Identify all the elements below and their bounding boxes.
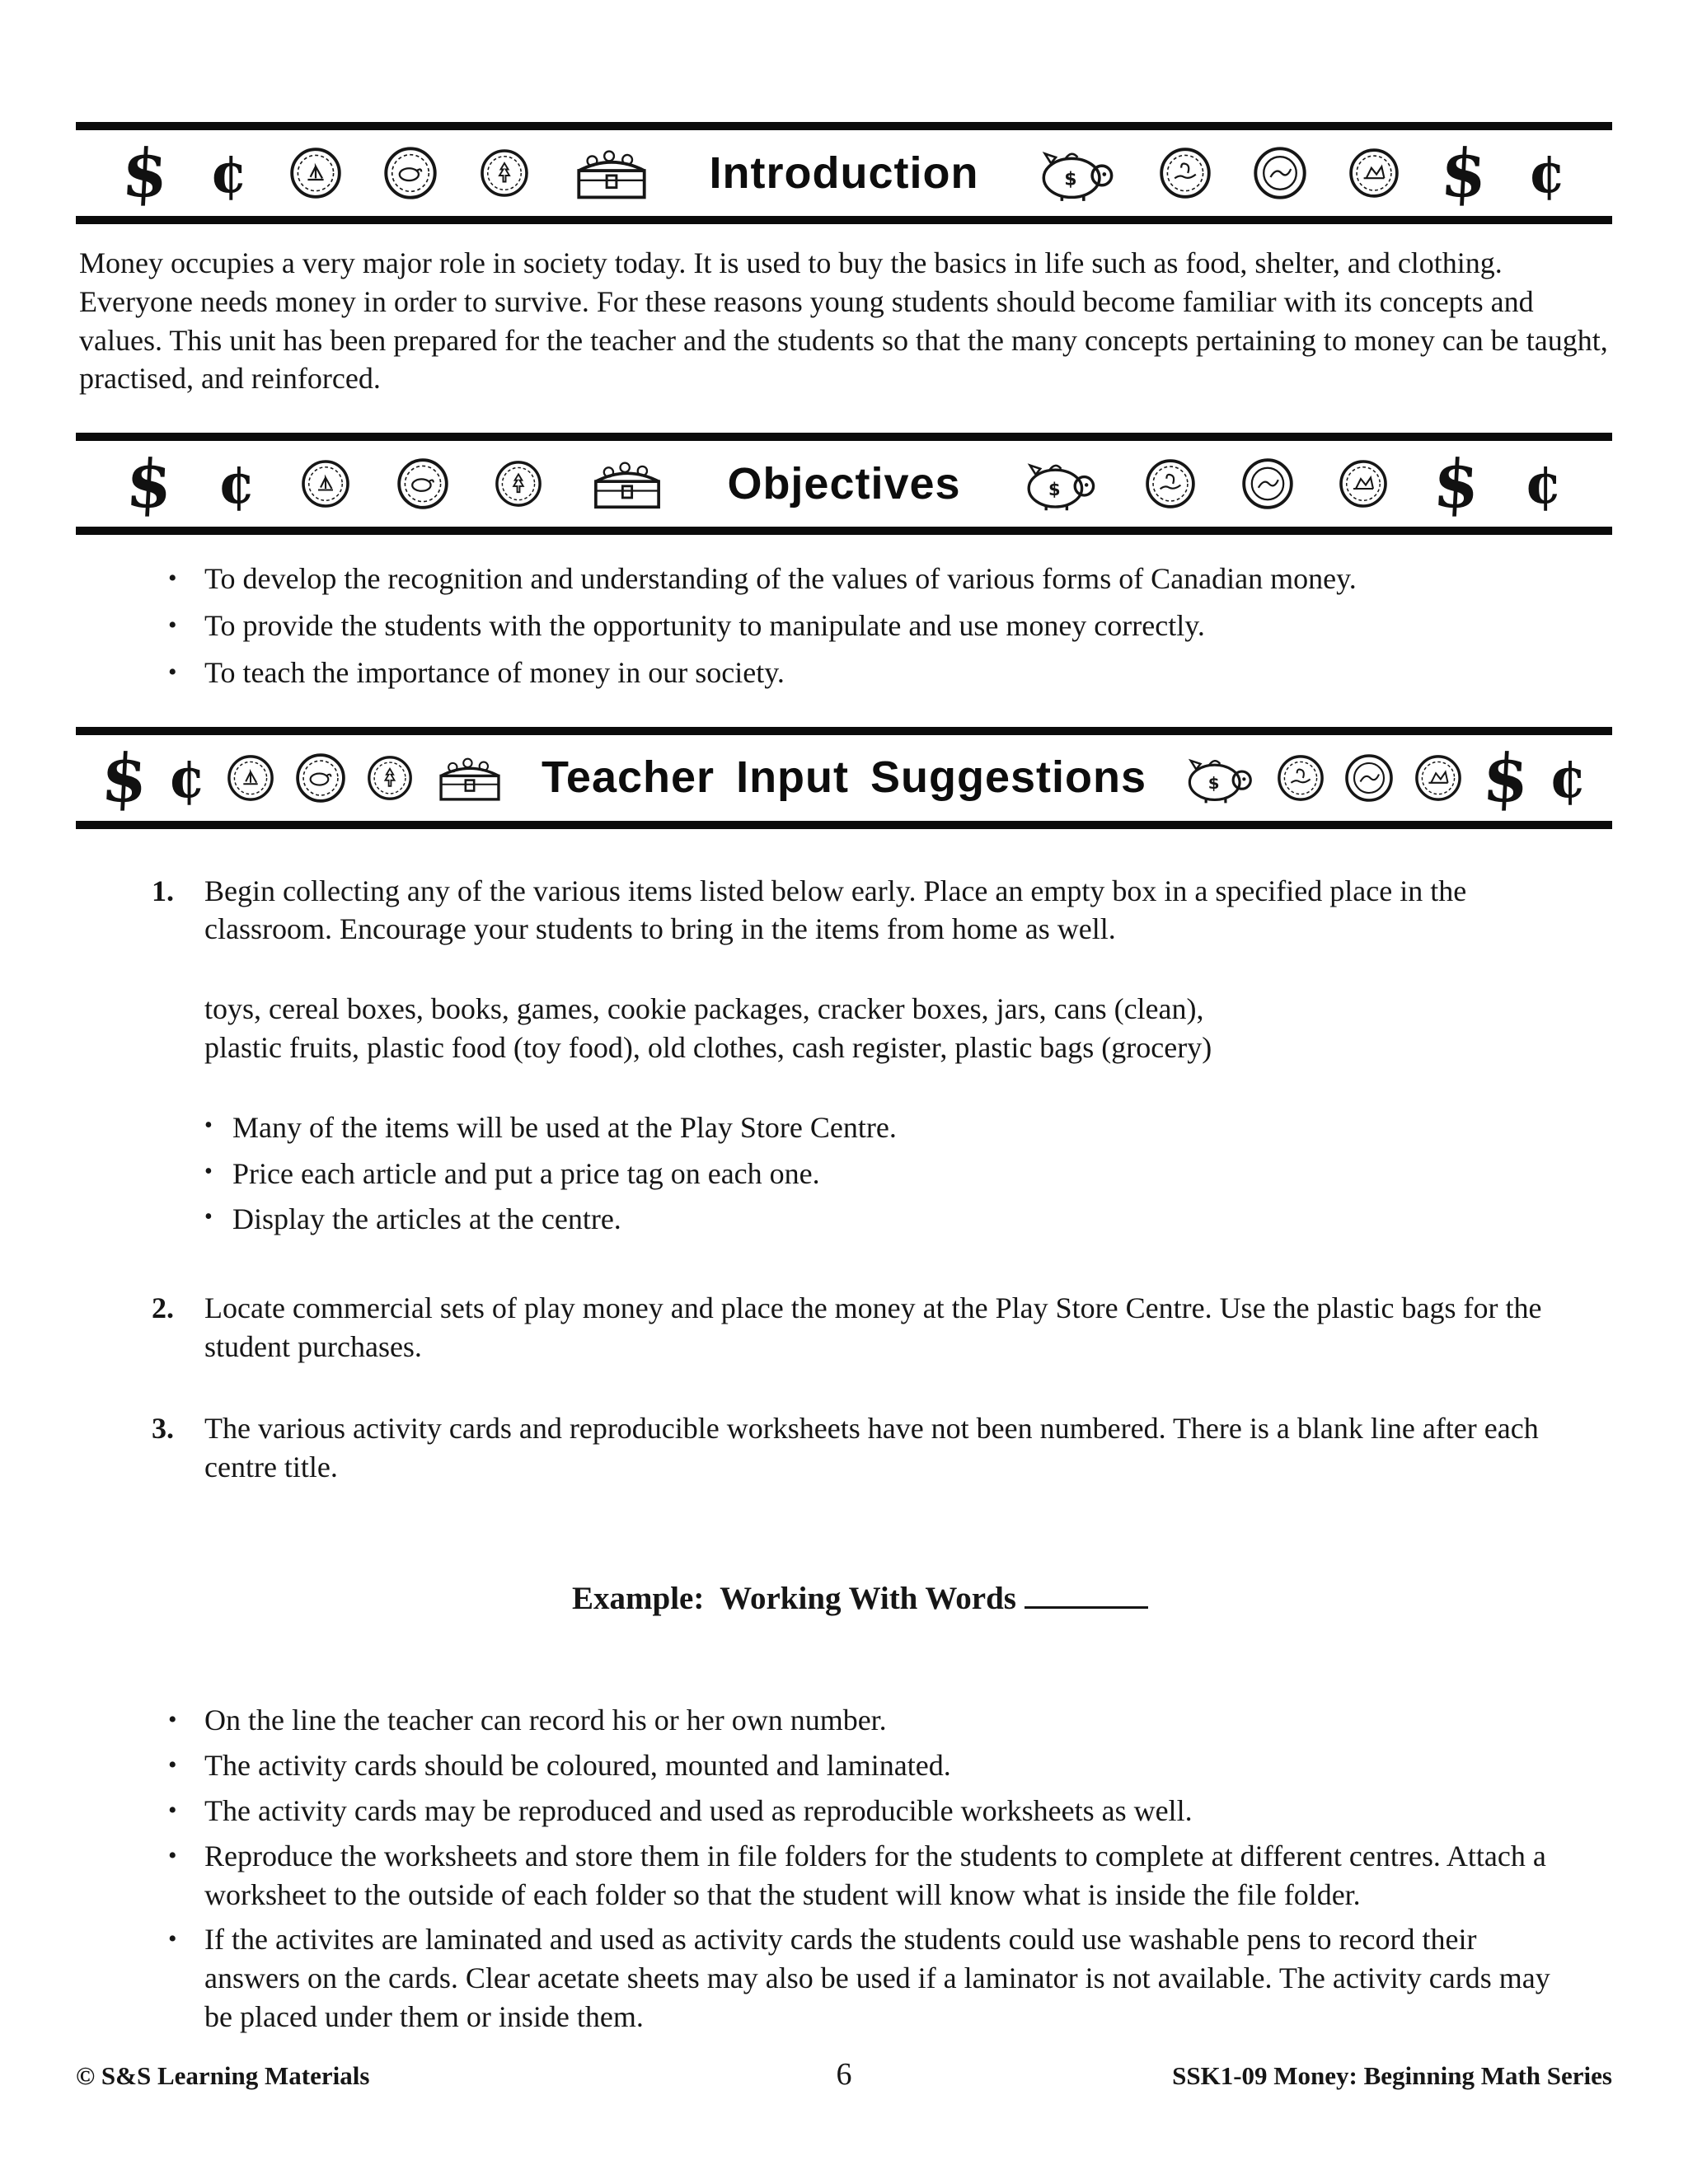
sub-bullet-text: Display the articles at the centre. bbox=[232, 1202, 621, 1236]
cent-sign-icon: ¢ bbox=[1549, 745, 1587, 810]
dollar-sign-icon: $ bbox=[120, 134, 171, 212]
treasure-chest-icon bbox=[434, 752, 506, 804]
sub-bullet-text: Price each article and put a price tag on each one. bbox=[232, 1156, 820, 1190]
step-text: The various activity cards and reproducible worksheets have not been numbered. There is a blank line after each centre title. bbox=[204, 1411, 1539, 1483]
objective-item bbox=[168, 607, 1612, 645]
loonie-coin-icon bbox=[1277, 754, 1325, 802]
note-item bbox=[168, 1701, 1612, 1740]
svg-text:$: $ bbox=[1063, 169, 1077, 190]
nickel-coin-icon bbox=[383, 146, 438, 200]
objective-item bbox=[168, 560, 1612, 598]
sub-bullet-text: Many of the items will be used at the Play Store Centre. bbox=[232, 1110, 897, 1144]
note-item bbox=[168, 1920, 1612, 2036]
dollar-sign-icon: $ bbox=[1480, 738, 1531, 817]
bullet-icon: • bbox=[168, 1925, 177, 1953]
banner-right-icons bbox=[976, 445, 1607, 523]
footer-copyright: © S&S Learning Materials bbox=[76, 2060, 370, 2090]
loonie-coin-icon bbox=[1145, 458, 1196, 509]
step-text: Begin collecting any of the various items listed below early. Place an empty box in a specified place in the classroom. Encourage your students to bring in the items from home as well. bbox=[204, 874, 1467, 946]
objective-item bbox=[168, 654, 1612, 692]
bullet-icon: • bbox=[168, 1751, 177, 1779]
note-text: Reproduce the worksheets and store them in file folders for the students to complete at different centres. Attach a worksheet to the outside of each folder so that the student will know what is inside the file folder. bbox=[204, 1839, 1546, 1911]
toonie-coin-icon bbox=[1241, 457, 1294, 510]
example-line bbox=[76, 1532, 1612, 1661]
objectives-list bbox=[168, 560, 1612, 691]
step-sub-bullets bbox=[204, 1108, 1587, 1239]
objectives-title: Objectives bbox=[727, 459, 961, 509]
bullet-icon: • bbox=[168, 658, 177, 686]
bullet-icon: • bbox=[204, 1158, 213, 1184]
piggy-bank-icon bbox=[1035, 143, 1118, 204]
banner-right-icons bbox=[1161, 738, 1607, 817]
step-2 bbox=[76, 1289, 1612, 1366]
teacher-input-banner bbox=[76, 727, 1612, 829]
introduction-title: Introduction bbox=[709, 148, 979, 198]
page-number: 6 bbox=[836, 2056, 852, 2092]
note-text: If the activites are laminated and used as activity cards the students could use washable pens to record their answers on the cards. Clear acetate sheets may also be used if a laminator is not available. The activity cards may be placed under them or inside them. bbox=[204, 1923, 1550, 2033]
sub-bullet-item bbox=[204, 1108, 1587, 1147]
dollar-sign-icon: $ bbox=[1438, 134, 1489, 212]
bullet-icon: • bbox=[168, 565, 177, 593]
sub-bullet-item bbox=[204, 1200, 1587, 1239]
penny-coin-icon bbox=[367, 755, 413, 801]
step-text: Locate commercial sets of play money and place the money at the Play Store Centre. Use the plastic bags for the student purchases. bbox=[204, 1291, 1542, 1363]
dime-coin-icon bbox=[227, 754, 274, 802]
cent-sign-icon: ¢ bbox=[209, 141, 248, 205]
banner-right-icons bbox=[993, 134, 1607, 212]
bullet-icon: • bbox=[168, 1797, 177, 1824]
toonie-coin-icon bbox=[1344, 753, 1394, 803]
step-number: 3. bbox=[152, 1411, 174, 1445]
step-body bbox=[204, 1289, 1612, 1366]
banner-left-icons bbox=[81, 445, 712, 523]
quarter-coin-icon bbox=[1348, 148, 1400, 199]
teacher-input-title: Teacher Input Suggestions bbox=[541, 752, 1147, 803]
treasure-chest-icon bbox=[570, 143, 653, 203]
notes-list bbox=[168, 1701, 1612, 2036]
note-text: On the line the teacher can record his or her own number. bbox=[204, 1704, 887, 1737]
loonie-coin-icon bbox=[1159, 147, 1212, 199]
piggy-bank-icon bbox=[1020, 455, 1100, 513]
example-label: Example: Working With Words bbox=[572, 1581, 1016, 1617]
dollar-sign-icon: $ bbox=[124, 445, 175, 523]
svg-text:$: $ bbox=[1048, 480, 1061, 500]
cent-sign-icon: ¢ bbox=[1524, 452, 1563, 517]
penny-coin-icon bbox=[495, 460, 542, 508]
dollar-sign-icon: $ bbox=[1431, 445, 1482, 523]
nickel-coin-icon bbox=[295, 752, 346, 804]
objective-text: To develop the recognition and understanding of the values of various forms of Canadian money. bbox=[204, 562, 1357, 596]
bullet-icon: • bbox=[204, 1204, 213, 1230]
introduction-banner bbox=[76, 122, 1612, 224]
note-item bbox=[168, 1792, 1612, 1830]
step-body bbox=[204, 872, 1612, 1247]
dime-coin-icon bbox=[289, 147, 342, 199]
quarter-coin-icon bbox=[1414, 754, 1462, 802]
step-number: 2. bbox=[152, 1291, 174, 1325]
materials-line: toys, cereal boxes, books, games, cookie packages, cracker boxes, jars, cans (clean), bbox=[204, 992, 1204, 1026]
step-body bbox=[204, 1409, 1612, 1487]
example-blank-line bbox=[1025, 1574, 1148, 1609]
banner-left-icons bbox=[81, 738, 527, 817]
quarter-coin-icon bbox=[1339, 459, 1388, 509]
cent-sign-icon: ¢ bbox=[218, 452, 256, 517]
bullet-icon: • bbox=[168, 1706, 177, 1734]
note-text: The activity cards should be coloured, mounted and laminated. bbox=[204, 1749, 951, 1783]
bullet-icon: • bbox=[168, 1841, 177, 1869]
materials-list bbox=[204, 990, 1587, 1067]
sub-bullet-item bbox=[204, 1155, 1587, 1193]
svg-text:$: $ bbox=[1207, 773, 1220, 793]
page-footer bbox=[76, 2055, 1612, 2095]
dime-coin-icon bbox=[301, 459, 350, 509]
note-text: The activity cards may be reproduced and used as reproducible worksheets as well. bbox=[204, 1794, 1193, 1827]
cent-sign-icon: ¢ bbox=[1527, 141, 1566, 205]
piggy-bank-icon bbox=[1182, 751, 1256, 805]
step-number: 1. bbox=[152, 874, 174, 907]
introduction-paragraph: Money occupies a very major role in society today. It is used to buy the basics in life such as food, shelter, and clothing. Everyone needs money in order to survive. For these reasons young students should become familiar with its concepts and values. This unit has been prepared for the teacher and the students so that the many concepts pertaining to money can be taught, practised, and reinforced. bbox=[79, 246, 1608, 396]
objective-text: To teach the importance of money in our society. bbox=[204, 655, 785, 689]
penny-coin-icon bbox=[480, 148, 529, 198]
step-3 bbox=[76, 1409, 1612, 1487]
teacher-input-steps bbox=[76, 872, 1612, 1487]
step-1 bbox=[76, 872, 1612, 1247]
cent-sign-icon: ¢ bbox=[167, 745, 206, 810]
banner-left-icons bbox=[81, 134, 695, 212]
bullet-icon: • bbox=[204, 1112, 213, 1138]
bullet-icon: • bbox=[168, 611, 177, 639]
toonie-coin-icon bbox=[1253, 146, 1307, 200]
footer-series-code: SSK1-09 Money: Beginning Math Series bbox=[1172, 2060, 1612, 2090]
objective-text: To provide the students with the opportunity to manipulate and use money correctly. bbox=[204, 608, 1205, 642]
note-item bbox=[168, 1837, 1612, 1915]
note-item bbox=[168, 1746, 1612, 1785]
treasure-chest-icon bbox=[588, 455, 667, 513]
objectives-banner bbox=[76, 433, 1612, 535]
materials-line: plastic fruits, plastic food (toy food), old clothes, cash register, plastic bags (grocery) bbox=[204, 1030, 1212, 1064]
dollar-sign-icon: $ bbox=[99, 738, 150, 817]
nickel-coin-icon bbox=[396, 457, 449, 510]
